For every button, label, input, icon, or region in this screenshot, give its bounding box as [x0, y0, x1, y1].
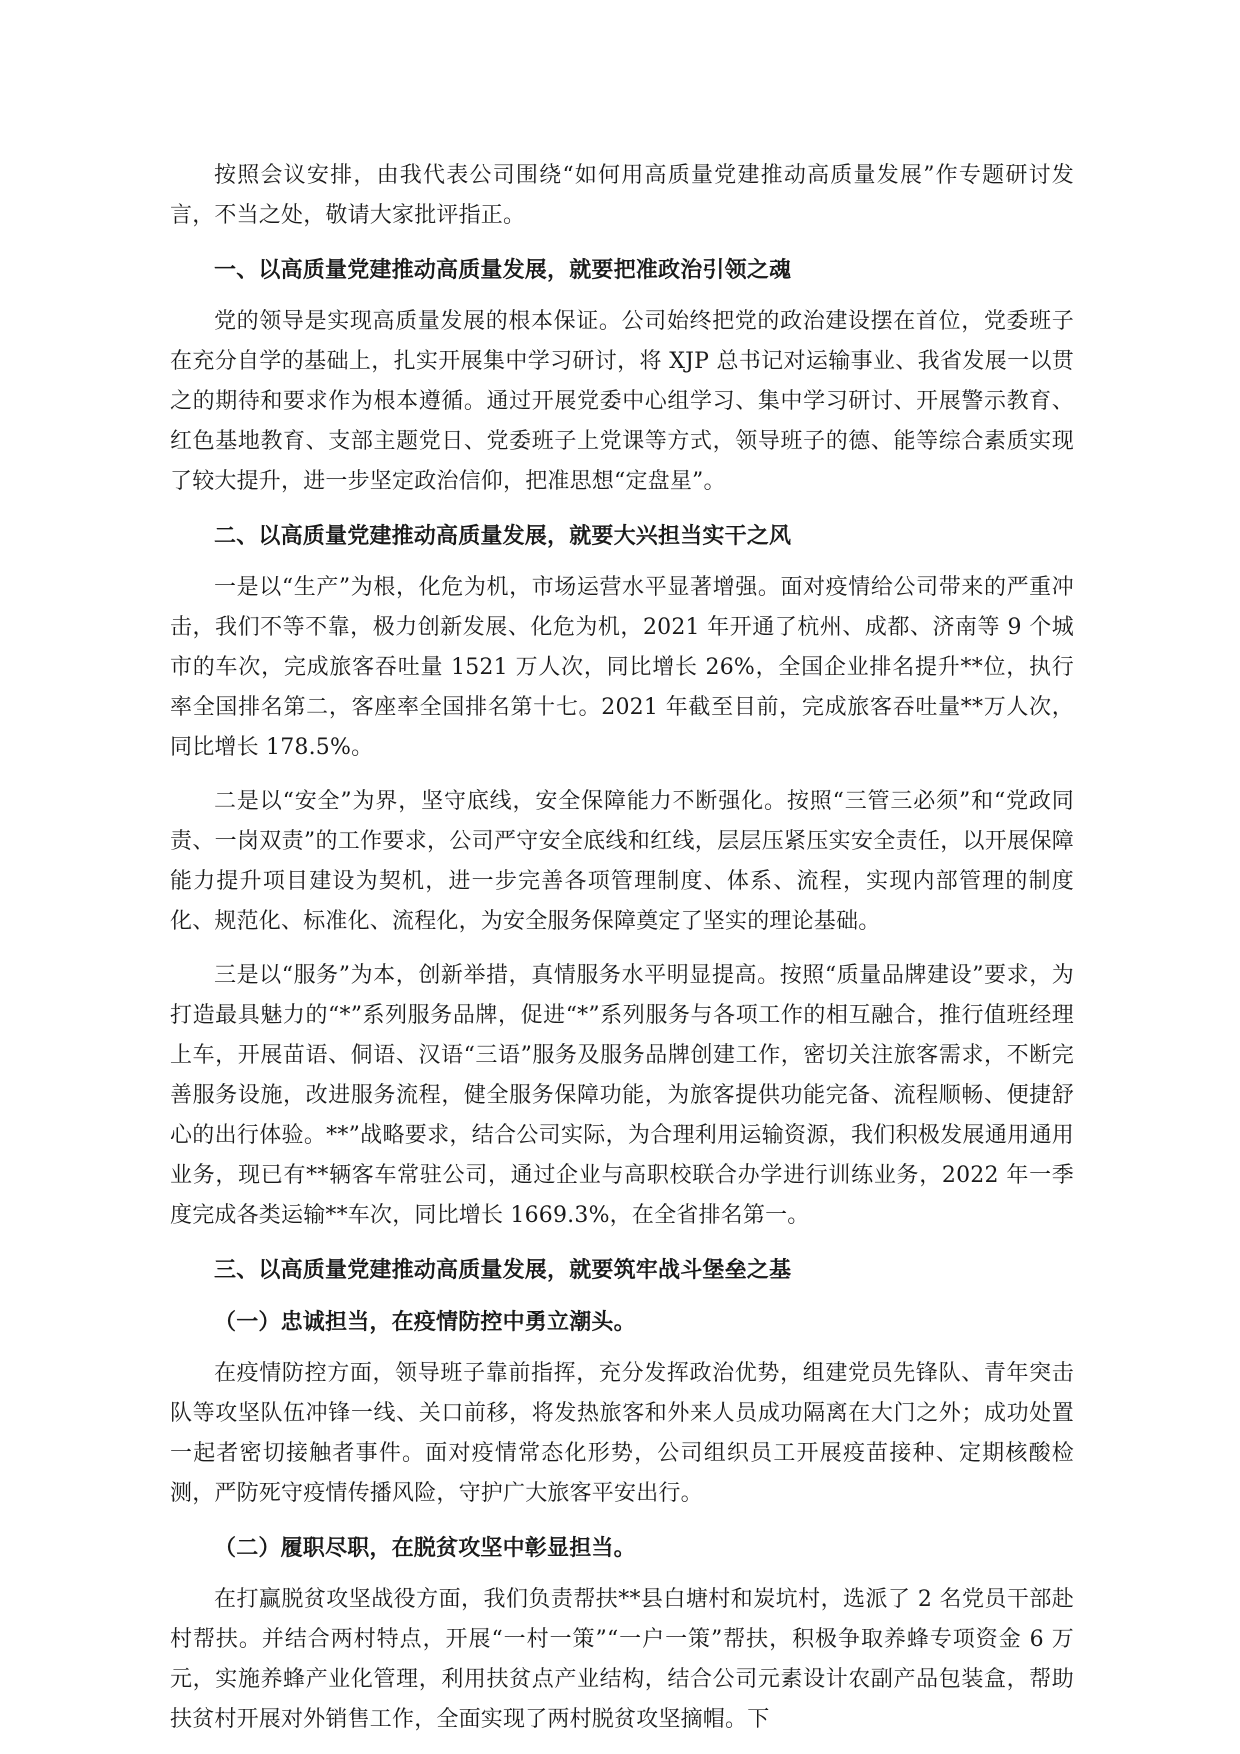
section-1-paragraph: 党的领导是实现高质量发展的根本保证。公司始终把党的政治建设摆在首位，党委班子在充分自学的基础上，扎实开展集中学习研讨，将 XJP 总书记对运输事业、我省发展一以贯之的期待和要求作为根本遵循。通过开展党委中心组学习、集中学习研讨、开展警示教育、红色基地教育、支部主题党日、党委班子上党课等方式，领导班子的德、能等综合素质实现了较大提升，进一步坚定政治信仰，把准思想“定盘星”。	[170, 309, 1074, 494]
section-2-heading: 二、以高质量党建推动高质量发展，就要大兴担当实干之风	[214, 523, 792, 549]
section-3-sub-1-heading: （一）忠诚担当，在疫情防控中勇立潮头。	[214, 1309, 636, 1335]
section-3-sub-2-heading: （二）履职尽职，在脱贫攻坚中彰显担当。	[214, 1535, 636, 1561]
section-2-paragraph-production: 一是以“生产”为根，化危为机，市场运营水平显著增强。面对疫情给公司带来的严重冲击，我们不等不靠，极力创新发展、化危为机，2021 年开通了杭州、成都、济南等 9 个城市的车次，完成旅客吞吐量 1521 万人次，同比增长 26%，全国企业排名提升**位，执行率全国排名第二，客座率全国排名第十七。2021 年截至目前，完成旅客吞吐量**万人次，同比增长 178.5%。	[170, 575, 1074, 760]
section-3-sub-2-paragraph: 在打赢脱贫攻坚战役方面，我们负责帮扶**县白塘村和炭坑村，选派了 2 名党员干部赴村帮扶。并结合两村特点，开展“一村一策”“一户一策”帮扶，积极争取养蜂专项资金 6 万元，实施养蜂产业化管理，利用扶贫点产业结构，结合公司元素设计农副产品包装盒，帮助扶贫村开展对外销售工作，全面实现了两村脱贫攻坚摘帽。下	[170, 1587, 1074, 1732]
section-2-paragraph-safety: 二是以“安全”为界，坚守底线，安全保障能力不断强化。按照“三管三必须”和“党政同责、一岗双责”的工作要求，公司严守安全底线和红线，层层压紧压实安全责任，以开展保障能力提升项目建设为契机，进一步完善各项管理制度、体系、流程，实现内部管理的制度化、规范化、标准化、流程化，为安全服务保障奠定了坚实的理论基础。	[170, 789, 1074, 934]
intro-paragraph: 按照会议安排，由我代表公司围绕“如何用高质量党建推动高质量发展”作专题研讨发言，不当之处，敬请大家批评指正。	[170, 163, 1074, 228]
document-page	[170, 156, 1074, 1754]
section-1-heading: 一、以高质量党建推动高质量发展，就要把准政治引领之魂	[214, 257, 792, 283]
section-3-heading: 三、以高质量党建推动高质量发展，就要筑牢战斗堡垒之基	[214, 1257, 792, 1283]
section-3-sub-1-paragraph: 在疫情防控方面，领导班子靠前指挥，充分发挥政治优势，组建党员先锋队、青年突击队等攻坚队伍冲锋一线、关口前移，将发热旅客和外来人员成功隔离在大门之外；成功处置一起者密切接触者事件。面对疫情常态化形势，公司组织员工开展疫苗接种、定期核酸检测，严防死守疫情传播风险，守护广大旅客平安出行。	[170, 1361, 1074, 1506]
section-2-paragraph-service: 三是以“服务”为本，创新举措，真情服务水平明显提高。按照“质量品牌建设”要求，为打造最具魅力的“*”系列服务品牌，促进“*”系列服务与各项工作的相互融合，推行值班经理上车，开展苗语、侗语、汉语“三语”服务及服务品牌创建工作，密切关注旅客需求，不断完善服务设施，改进服务流程，健全服务保障功能，为旅客提供功能完备、流程顺畅、便捷舒心的出行体验。**”战略要求，结合公司实际，为合理利用运输资源，我们积极发展通用通用业务，现已有**辆客车常驻公司，通过企业与高职校联合办学进行训练业务，2022 年一季度完成各类运输**车次，同比增长 1669.3%，在全省排名第一。	[170, 963, 1074, 1228]
